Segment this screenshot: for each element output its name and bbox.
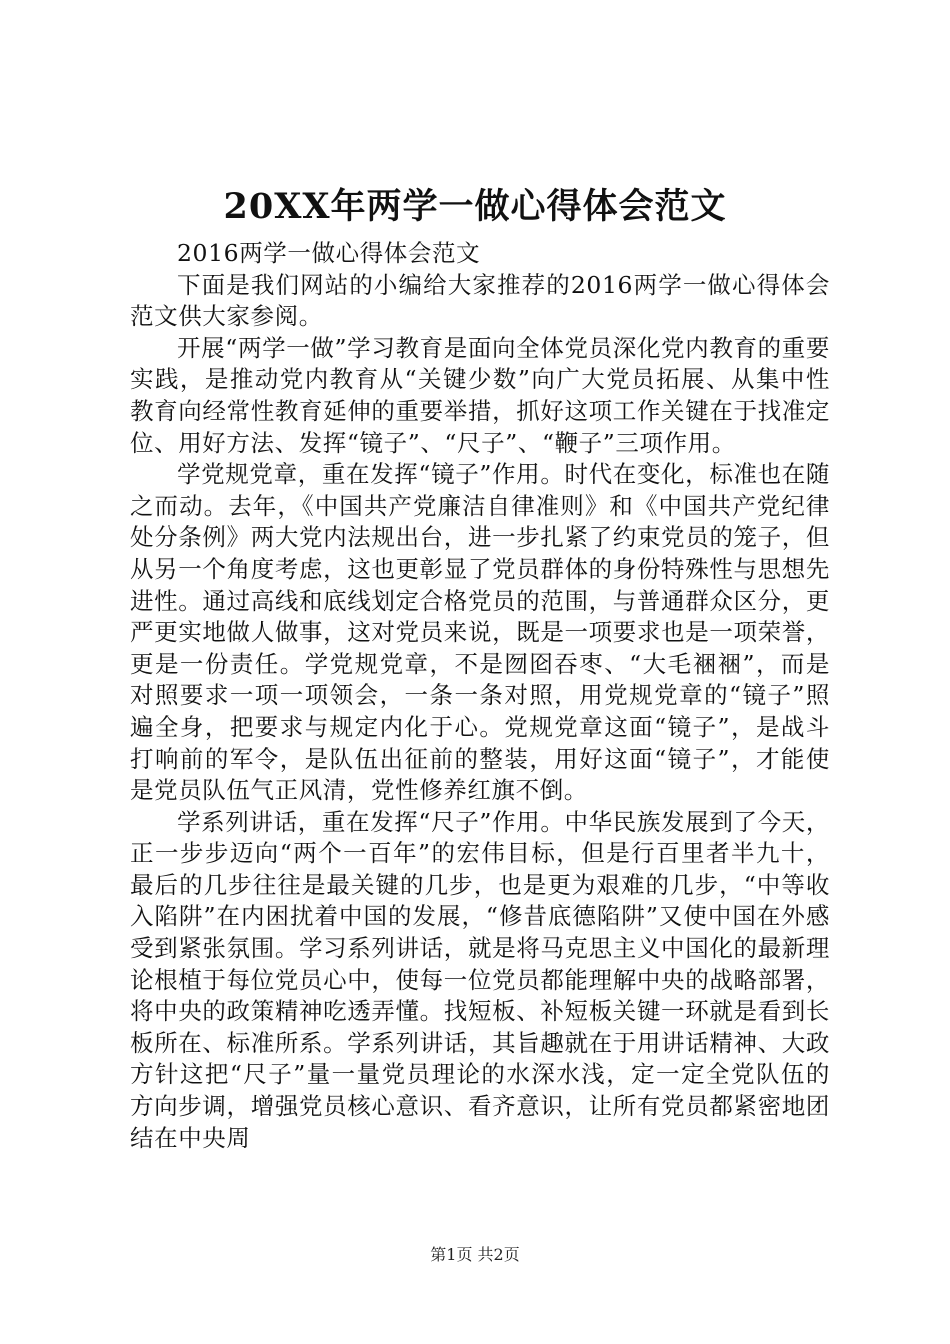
paragraph-ruler: 学系列讲话，重在发挥“尺子”作用。中华民族发展到了今天，正一步步迈向“两个一百年”的宏伟目标，但是行百里者半九十，最后的几步往往是最关键的几步，也是更为艰难的几步，“中等收入陷阱”在内困扰着中国的发展，“修昔底德陷阱”又使中国在外感受到紧张氛围。学习系列讲话，就是将马克思主义中国化的最新理论根植于每位党员心中，使每一位党员都能理解中央的战略部署，将中央的政策精神吃透弄懂。找短板、补短板关键一环就是看到长板所在、标准所系。学系列讲话，其旨趣就在于用讲话精神、大政方针这把“尺子”量一量党员理论的水深水浅，定一定全党队伍的方向步调，增强党员核心意识、看齐意识，让所有党员都紧密地团结在中央周 [130, 807, 830, 1152]
paragraph-subtitle: 2016两学一做心得体会范文 [177, 239, 481, 267]
paragraph-intro: 下面是我们网站的小编给大家推荐的2016两学一做心得体会范文供大家参阅。 [130, 270, 830, 331]
page-number-footer: 第1页 共2页 [430, 1245, 520, 1264]
document-title: 20XX年两学一做心得体会范文 [223, 186, 727, 227]
paragraph-overview: 开展“两学一做”学习教育是面向全体党员深化党内教育的重要实践，是推动党内教育从“关键少数”向广大党员拓展、从集中性教育向经常性教育延伸的重要举措，抓好这项工作关键在于找准定位、用好方法、发挥“镜子”、“尺子”、“鞭子”三项作用。 [130, 333, 830, 457]
paragraph-mirror: 学党规党章，重在发挥“镜子”作用。时代在变化，标准也在随之而动。去年，《中国共产党廉洁自律准则》和《中国共产党纪律处分条例》两大党内法规出台，进一步扎紧了约束党员的笼子，但从另一个角度考虑，这也更彰显了党员群体的身份特殊性与思想先进性。通过高线和底线划定合格党员的范围，与普通群众区分，更严更实地做人做事，这对党员来说，既是一项要求也是一项荣誉，更是一份责任。学党规党章，不是囫囵吞枣、“大毛裍裍”，而是对照要求一项一项领会，一条一条对照，用党规党章的“镜子”照遍全身，把要求与规定内化于心。党规党章这面“镜子”，是战斗打响前的军令，是队伍出征前的整装，用好这面“镜子”，才能使是党员队伍气正风清，党性修养红旗不倒。 [130, 460, 830, 805]
document-body [130, 238, 830, 1154]
